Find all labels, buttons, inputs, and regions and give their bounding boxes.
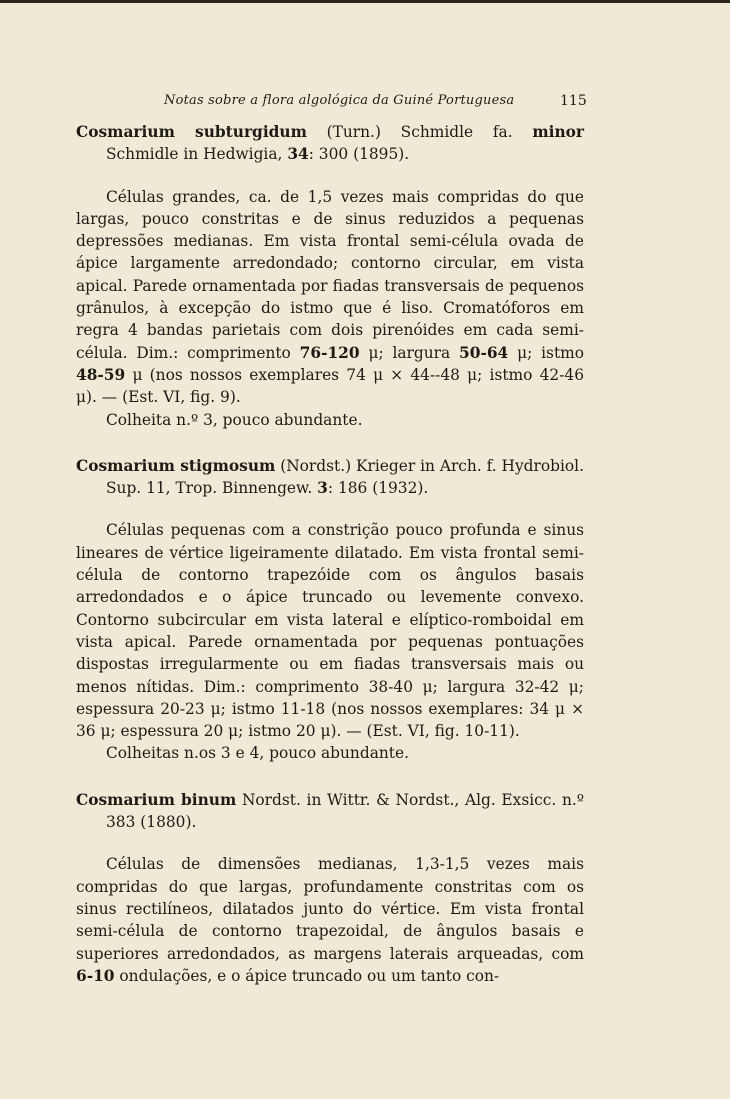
running-title: Notas sobre a flora algológica da Guiné Portuguesa (164, 93, 515, 108)
journal-volume: 3 (317, 479, 328, 498)
description-text: Células grandes, ca. de 1,5 vezes mais compridas do que largas, pouco constritas e de sinus reduzidos a pequenas depressões medianas. Em vista frontal semi-célula ovada de ápice largamente arredondado; contorno circular, em vista apical. Parede ornamentada por fiadas transversais de pequenos grânulos, à excepção do istmo que é liso. Cromatóforos em regra 4 bandas parietais com dois pirenóides em cada semi-célula. Dim.: comprimento (76, 187, 584, 362)
description-text: μ; istmo (508, 343, 584, 362)
species-heading-binum (76, 789, 584, 834)
length-range: 76-120 (299, 343, 360, 362)
species-name: Cosmarium stigmosum (76, 456, 276, 475)
species-name: Cosmarium subturgidum (76, 123, 307, 141)
page-body (76, 121, 584, 987)
collection-note: Colheita n.º 3, pouco abundante. (106, 410, 363, 429)
species-authority-2: Schmidle in Hedwigia, (106, 145, 288, 164)
description-text: μ; largura (359, 343, 460, 362)
isthmus-range: 48-59 (76, 365, 126, 384)
description-text: μ (nos nossos exemplares 74 μ × 44--48 μ; istmo 42-46 μ). — (Est. VI, fig. 9). (76, 365, 584, 407)
species-description (76, 186, 584, 409)
description-text: Células pequenas com a constrição pouco profunda e sinus lineares de vértice ligeiramente dilatado. Em vista frontal semi-célula de contorno trapezóide com os ângulos basais arredondados e o ápice truncado ou levemente convexo. Contorno subcircular em vista lateral e elíptico-romboidal em vista apical. Parede ornamentada por pequenas pontuações dispostas irregularmente ou em fiadas transversais mais ou menos nítidas. Dim.: comprimento 38-40 μ; largura 32-42 μ; espessura 20-23 μ; istmo 11-18 (nos nossos exemplares: 34 μ × 36 μ; espessura 20 μ; istmo 20 μ). — (Est. VI, fig. 10-11). (76, 521, 584, 741)
top-border (0, 0, 730, 3)
description-text: ondulações, e o ápice truncado ou um tanto con- (114, 966, 500, 985)
undulation-range: 6-10 (76, 966, 115, 985)
species-authority: (Turn.) Schmidle fa. (306, 123, 533, 141)
citation: : 186 (1932). (327, 479, 429, 498)
species-authority: (Nordst.) Krieger in Arch. f. Hydrobiol. Sup. 11, Trop. Binnengew. (106, 456, 584, 498)
width-range: 50-64 (459, 343, 509, 362)
species-variety: minor (532, 123, 585, 141)
page-header (0, 93, 730, 115)
journal-volume: 34 (287, 145, 309, 164)
species-description (76, 853, 584, 987)
species-name: Cosmarium binum (76, 790, 237, 809)
species-heading-stigmosum (76, 455, 584, 500)
description-text: Células de dimensões medianas, 1,3-1,5 vezes mais compridas do que largas, profundamente constritas com os sinus rectilíneos, dilatados junto do vértice. Em vista frontal semi-célula de contorno trapezoidal, de ângulos basais e superiores arredondados, as margens laterais arqueadas, com (76, 855, 584, 963)
species-authority: Nordst. in Wittr. & Nordst., Alg. Exsicc. n.º 383 (1880). (106, 790, 584, 832)
species-description (76, 519, 584, 742)
collection-note: Colheitas n.os 3 e 4, pouco abundante. (106, 744, 409, 763)
page-number: 115 (560, 93, 587, 109)
species-heading-subturgidum (76, 121, 584, 166)
citation: : 300 (1895). (308, 145, 410, 164)
